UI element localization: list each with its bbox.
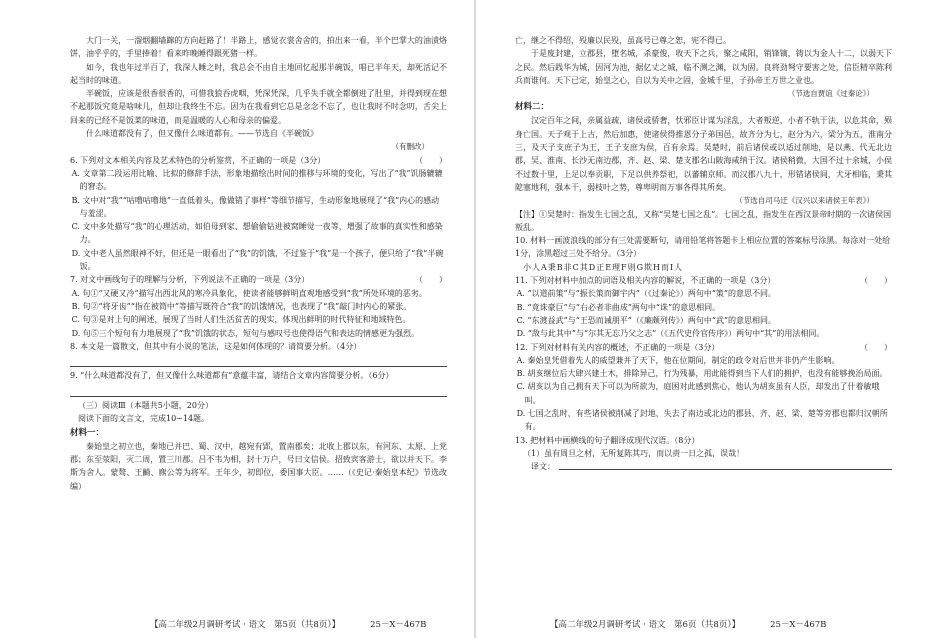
question-7 (70, 273, 447, 286)
left-footer-label: 【高二年级2月调研考试 · 语文 第5页（共8页）】 (150, 620, 341, 630)
passage-para-1: 大门一关，一溜烟翻墙蹿的方向赶路了！半路上，感觉衣裳舍舍的，拍出来一看，半个巴掌大的油渍烙饼，油乎乎的，手里捧着！看来昨晚睡得跟死猪一样。 (70, 36, 447, 59)
q12-option-a: A. 秦始皇凭借着先人的威望兼并了天下，他在位期间，制定的政令对后世并非仍产生影响。 (516, 355, 840, 365)
right-footer-label: 【高二年级2月调研考试 · 语文 第6页（共8页）】 (550, 620, 741, 630)
passage-para-2: 如今，我也年过半百了，我深人睡之时，我总会不由自主地回忆起那半碗饭，唱已半年天，却死活记不起当时的味道。 (70, 62, 447, 85)
q9-answer-line[interactable] (70, 383, 447, 397)
q13-sub-1: （1）虽有周旦之材，无所复陈其巧，而以责一日之孤，误哉！ (523, 448, 745, 458)
question-6-answer-blank: （ ） (415, 155, 447, 165)
question-12-answer-blank: （ ） (860, 342, 892, 352)
q7-option-b: B. 句②“将牙齿”“指在被筒中”等描写既符合“我”的饥饿情况，也表现了“我”敲门时内心的紧张。 (71, 301, 412, 311)
question-8: 8. 本文是一篇散文，但其中有小说的笔法，这是如何体现的？请简要分析。（4分） (70, 341, 362, 351)
q6-option-d: D. 文中老人虽然眼神不好，但还是一眼看出了“我”的饥饿，不过鉴于“我”是一个孩子，便只给了“我”半碗饭。 (71, 248, 444, 272)
material-1-label: 材料一： (70, 427, 105, 438)
question-6 (70, 154, 447, 167)
passage-1-para: 于是废封建，立郡县，堕名城，杀豪俊，收天下之兵，聚之咸阳，销锋镝，铸以为金人十二，以弱天下之民。然后践华为城，因河为池，据亿丈之城，临不测之渊，以为固。良将劲弩守要害之处，信臣精卒陈利兵而谁何。天下已定，始皇之心，自以为关中之固，金城千里，子孙帝王万世之业也。 (515, 49, 892, 85)
material-1-text: 秦始皇之初立也，秦地已并巴、蜀、汉中，越宛有郢，置南郡矣；北收上郡以东，有河东、太原、上党郡；东至荥阳，灭二周，置三川郡。吕不韦为相，封十万户，号曰文信侯。招致宾客游士，欲以并天下。李斯为舍人。蒙骜、王齮、麃公等为将军。王年少，初即位，委国事大臣。……（《史记·秦始皇本纪》节选改编） (70, 441, 447, 491)
question-9: 9. “什么味道都没有了，但又像什么味道都有”意蕴丰富，请结合文章内容简要分析。（6分） (70, 371, 394, 381)
q11-option-a: A. “以道前策”与“振长策而御宇内”（《过秦论》）两句中“策”的意思不同。 (516, 289, 776, 299)
q7-option-d: D. 句⑤三个短句有力地展现了“我”饥饿的状态，短句与感叹号也使得语气和表达的情感更为强烈。 (71, 328, 419, 338)
question-11-stem: 11. 下列对材料中加点的词语及相关内容的解说，不正确的一项是（3分） (515, 276, 776, 286)
translation-label: 译文： (531, 462, 555, 472)
question-12 (515, 341, 892, 354)
question-6-stem: 6. 下列对文本相关内容及艺术特色的分析鉴赏，不正确的一项是（3分） (70, 155, 326, 165)
question-7-answer-blank: （ ） (415, 275, 447, 285)
q8-answer-line[interactable] (70, 353, 447, 367)
question-11-answer-blank: （ ） (860, 276, 892, 286)
passage-para-4: 什么味道都没有了，但又像什么味道都有。——节选自《半碗饭》 (86, 129, 318, 139)
q7-option-c: C. 句③是对上句的阐述，展现了当时人们生活贫苦的现实，体现出鲜明的时代特征和地域特色。 (71, 315, 411, 325)
passage-1-continued: 亡，继之不得绍，殁廉以民殁，虽高号已尊之恕，宪不得已。 (515, 36, 731, 45)
question-13: 13. 把材料中画横线的句子翻译成现代汉语。（8分） (515, 435, 700, 445)
q11-option-d: D. “敌与此其中”与“尔其无忘乃父之志”（《五代史伶官传序》）两句中“其”的用法相同。 (516, 329, 825, 339)
q12-option-b: B. 胡亥继位后大肆兴建土木，排除异己，行为残暴，用此能得到当下人们的拥护，也没有能够挽治局面。 (516, 369, 888, 379)
q13-translation (515, 460, 892, 473)
q12-option-c: C. 胡亥以为自己拥有天下可以为所欲为，庭困对此感到焦心，他认为胡亥虽有人臣，却发出了什着敏哦叫。 (516, 382, 880, 405)
right-footer (550, 618, 826, 630)
material-1-source: （节选自贾谊《过秦论》） (787, 89, 874, 99)
question-7-stem: 7. 对文中画线句子的理解与分析，下列说法不正确的一项是（3分） (70, 275, 310, 285)
q11-option-b: B. “竟诛豪巨”与“右必者非曲成”两句中“诛”的意思相同。 (516, 302, 721, 312)
translation-answer-line[interactable] (559, 460, 892, 470)
material-2-text: 汉定百年之间，亲属益疏，诸侯或骄奢，忕邪臣计谋为淫乱，大者叛逆，小者不轨于法，以危其命，殒身亡国。天子观于上古，然后加惠，使诸侯得推恩分子弟国邑，故齐分为七，赵分为六，梁分为五，淮南分三，及天子支庶子为王，王子支庶为侯，百有余焉。吴楚时，前后诸侯或以适过削地，是以燕、代无北边郡，吴、淮南、长沙无南边郡，齐、赵、梁、楚支郡名山陂海咸纳于汉。诸侯稍微，大国不过十余城，小侯不过数十里，上足以奉贡职，下足以供养祭祀，以蕃辅京师。而汉郡八九十，形错诸侯间，犬牙相临，秉其阸塞地利，强本干，弱枝叶之势，尊卑明而万事各得其所矣。 (515, 116, 892, 192)
q12-option-d: D. 七国之乱时，有些诸侯被削减了封地，失去了南边或北边的郡县，齐、赵、梁、楚等旁郡也都归汉朝所有。 (516, 409, 888, 432)
q10-sentence: 小人A秉B非C其D正E理F则G欺H而I人 (523, 262, 684, 272)
passage-source: （有删改） (391, 142, 429, 152)
q6-option-a: A. 文章第二段运用比喻、比拟的修辞手法，形象地描绘出时间的推移与环境的变化，写出了“我”饥肠辘辘的窘态。 (71, 168, 443, 192)
question-10: 10. 材料一画波浪线的部分有三处需要断句，请用铅笔将答题卡上相应位置的答案标号涂黑。每涂对一处给1分，涂黑超过三处不给分。（3分） (515, 236, 891, 259)
material-2-label: 材料二： (515, 102, 550, 113)
material-2-source: （节选自司马迁《汉兴以来诸侯王年表》） (735, 196, 874, 206)
q6-option-b: B. 文中对“我”“咕噜咕噜地”一直低着头，像做错了事样”等细节描写，生动形象地展现了“我”内心的感动与羞涩。 (71, 195, 440, 218)
left-footer-code: 25－X－467B (370, 620, 427, 630)
question-11 (515, 274, 892, 287)
question-12-stem: 12. 下列对材料有关内容的概述，不正确的一项是（3分） (515, 342, 720, 352)
section-header: （三）阅读Ⅲ（本题共5小题，20分） (78, 401, 213, 411)
q6-option-c: C. 文中多处描写“我”的心理活动，如伯母到家、想偷偷钻进被窝睡觉一夜等，增强了故事的真实性和感染力。 (71, 222, 443, 245)
right-page (475, 0, 950, 638)
passage-para-3: 半碗饭，应该是很香很香的，可惜我狼吞虎咽，凭深凭深，几乎失手就全都倒进了肚里，并得到现在想不起那饭究竟是啥味儿，但却让我终生不忘。因为在我看到它总是念念不忘了，也让我时不时念叨，舌尖上回来的已经不是饭菜的味道，而是温暖的人心和母亲的偏爱。 (70, 89, 447, 125)
left-footer (150, 618, 426, 630)
section-instruction: 阅读下面的文言文，完成10~14题。 (78, 414, 210, 424)
q7-option-a: A. 句①“又硬又冷”描写出西北风的寒冷具象化，使读者能够鲜明直观地感受到“我”所处环境的恶劣。 (71, 288, 427, 298)
annotation-note: 【注】①吴楚时：指发生七国之乱，又称“吴楚七国之乱”。七国之乱，指发生在西汉景帝时期的一次诸侯国叛乱。 (515, 209, 892, 232)
right-footer-code: 25－X－467B (770, 620, 827, 630)
q11-option-c: C. “东渡益武”与“王恐而诫朋平”（《廉颇列传》）两句中“武”的意思相同。 (516, 315, 777, 325)
